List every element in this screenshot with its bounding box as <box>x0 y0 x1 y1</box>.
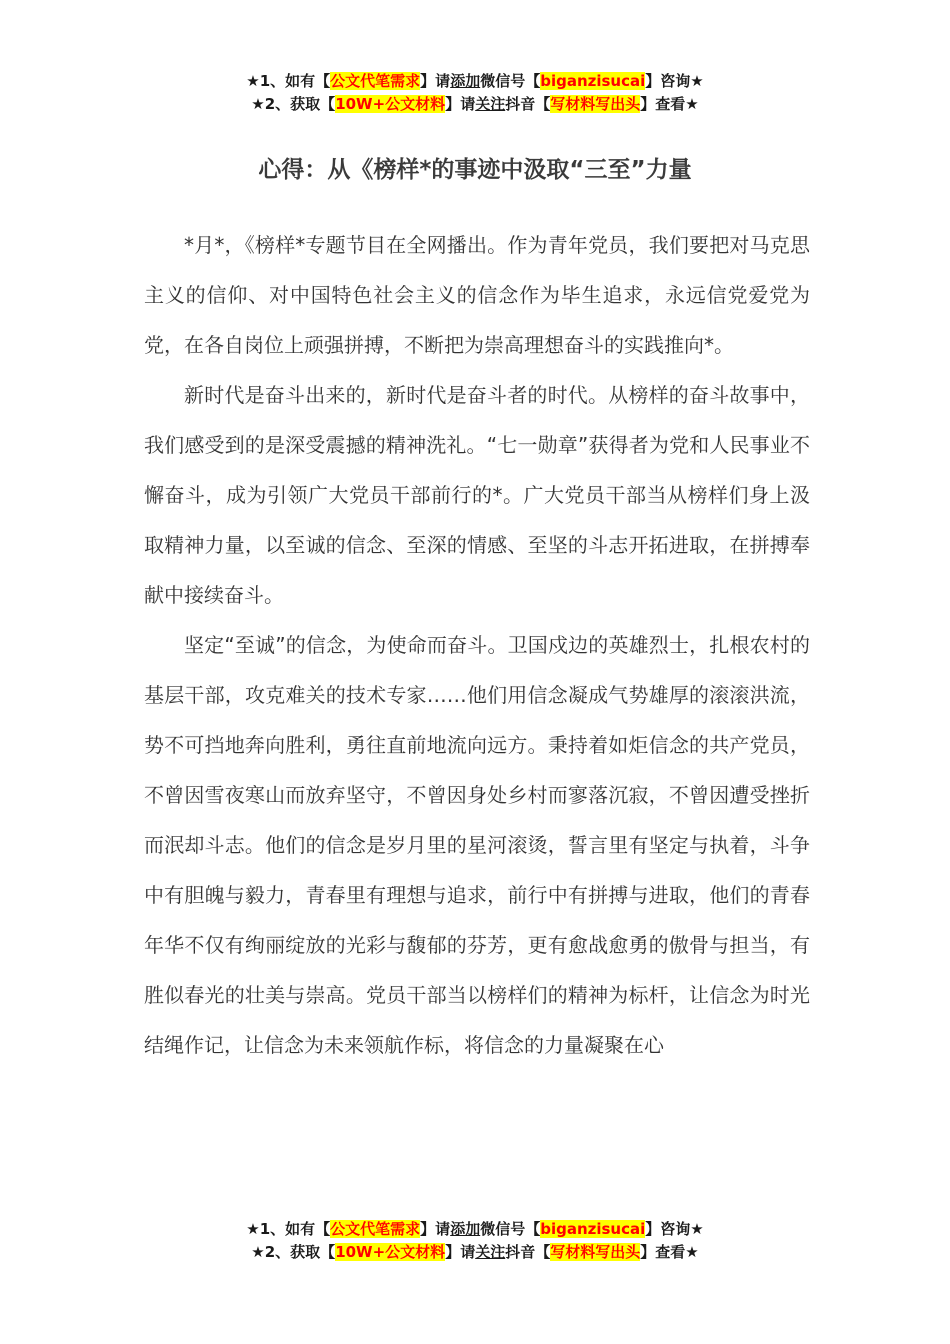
footer-banner <box>0 1218 950 1264</box>
header-line-1 <box>0 70 950 93</box>
footer-line-2 <box>0 1241 950 1264</box>
header-banner <box>0 70 950 116</box>
header-line-2-prefix: ★2、获取【 <box>251 95 336 113</box>
footer-line-1-highlight-service: 公文代笔需求 <box>330 1220 421 1238</box>
header-line-1-emphasis: 添加 <box>450 72 481 90</box>
header-line-1-mid: 】请 <box>420 72 451 90</box>
document-body <box>144 220 810 1070</box>
footer-line-1-emphasis: 添加 <box>450 1220 481 1238</box>
footer-line-2-mid2: 抖音【 <box>505 1243 551 1261</box>
footer-line-2-highlight-douyin: 写材料写出头 <box>550 1243 641 1261</box>
header-line-2-highlight-douyin: 写材料写出头 <box>550 95 641 113</box>
footer-line-2-highlight-materials: 10W+公文材料 <box>335 1243 446 1261</box>
footer-line-1 <box>0 1218 950 1241</box>
footer-line-2-mid: 】请 <box>445 1243 476 1261</box>
footer-line-2-prefix: ★2、获取【 <box>251 1243 336 1261</box>
header-line-2-emphasis: 关注 <box>475 95 506 113</box>
paragraph: *月*，《榜样*专题节目在全网播出。作为青年党员，我们要把对马克思主义的信仰、对中国特色社会主义的信念作为毕生追求，永远信党爱党为党，在各自岗位上顽强拼搏，不断把为崇高理想奋斗的实践推向*。 <box>144 233 810 357</box>
header-line-2-highlight-materials: 10W+公文材料 <box>335 95 446 113</box>
paragraph: 新时代是奋斗出来的，新时代是奋斗者的时代。从榜样的奋斗故事中，我们感受到的是深受震撼的精神洗礼。“七一勋章”获得者为党和人民事业不懈奋斗，成为引领广大党员干部前行的*。广大党员干部当从榜样们身上汲取精神力量，以至诚的信念、至深的情感、至坚的斗志开拓进取，在拼搏奉献中接续奋斗。 <box>144 383 810 607</box>
header-line-2 <box>0 93 950 116</box>
paragraph: 坚定“至诚”的信念，为使命而奋斗。卫国戍边的英雄烈士，扎根农村的基层干部，攻克难关的技术专家……他们用信念凝成气势雄厚的滚滚洪流，势不可挡地奔向胜利，勇往直前地流向远方。秉持着如炬信念的共产党员，不曾因雪夜寒山而放弃坚守，不曾因身处乡村而寥落沉寂，不曾因遭受挫折而泯却斗志。他们的信念是岁月里的星河滚烫，誓言里有坚定与执着，斗争中有胆魄与毅力，青春里有理想与追求，前行中有拼搏与进取，他们的青春年华不仅有绚丽绽放的光彩与馥郁的芬芳，更有愈战愈勇的傲骨与担当，有胜似春光的壮美与崇高。党员干部当以榜样们的精神为标杆，让信念为时光结绳作记，让信念为未来领航作标，将信念的力量凝聚在心 <box>144 633 810 1057</box>
footer-line-2-emphasis: 关注 <box>475 1243 506 1261</box>
header-line-1-prefix: ★1、如有【 <box>246 72 331 90</box>
header-line-1-suffix: 】咨询★ <box>645 72 704 90</box>
document-title: 心得：从《榜样*的事迹中汲取“三至”力量 <box>258 157 692 183</box>
footer-line-2-suffix: 】查看★ <box>640 1243 699 1261</box>
footer-line-1-highlight-wechat: biganzisucai <box>540 1220 646 1238</box>
footer-line-1-suffix: 】咨询★ <box>645 1220 704 1238</box>
header-line-2-mid: 】请 <box>445 95 476 113</box>
header-line-1-mid2: 微信号【 <box>480 72 541 90</box>
footer-line-1-mid2: 微信号【 <box>480 1220 541 1238</box>
header-line-2-mid2: 抖音【 <box>505 95 551 113</box>
header-line-1-highlight-wechat: biganzisucai <box>540 72 646 90</box>
header-line-2-suffix: 】查看★ <box>640 95 699 113</box>
footer-line-1-prefix: ★1、如有【 <box>246 1220 331 1238</box>
header-line-1-highlight-service: 公文代笔需求 <box>330 72 421 90</box>
footer-line-1-mid: 】请 <box>420 1220 451 1238</box>
